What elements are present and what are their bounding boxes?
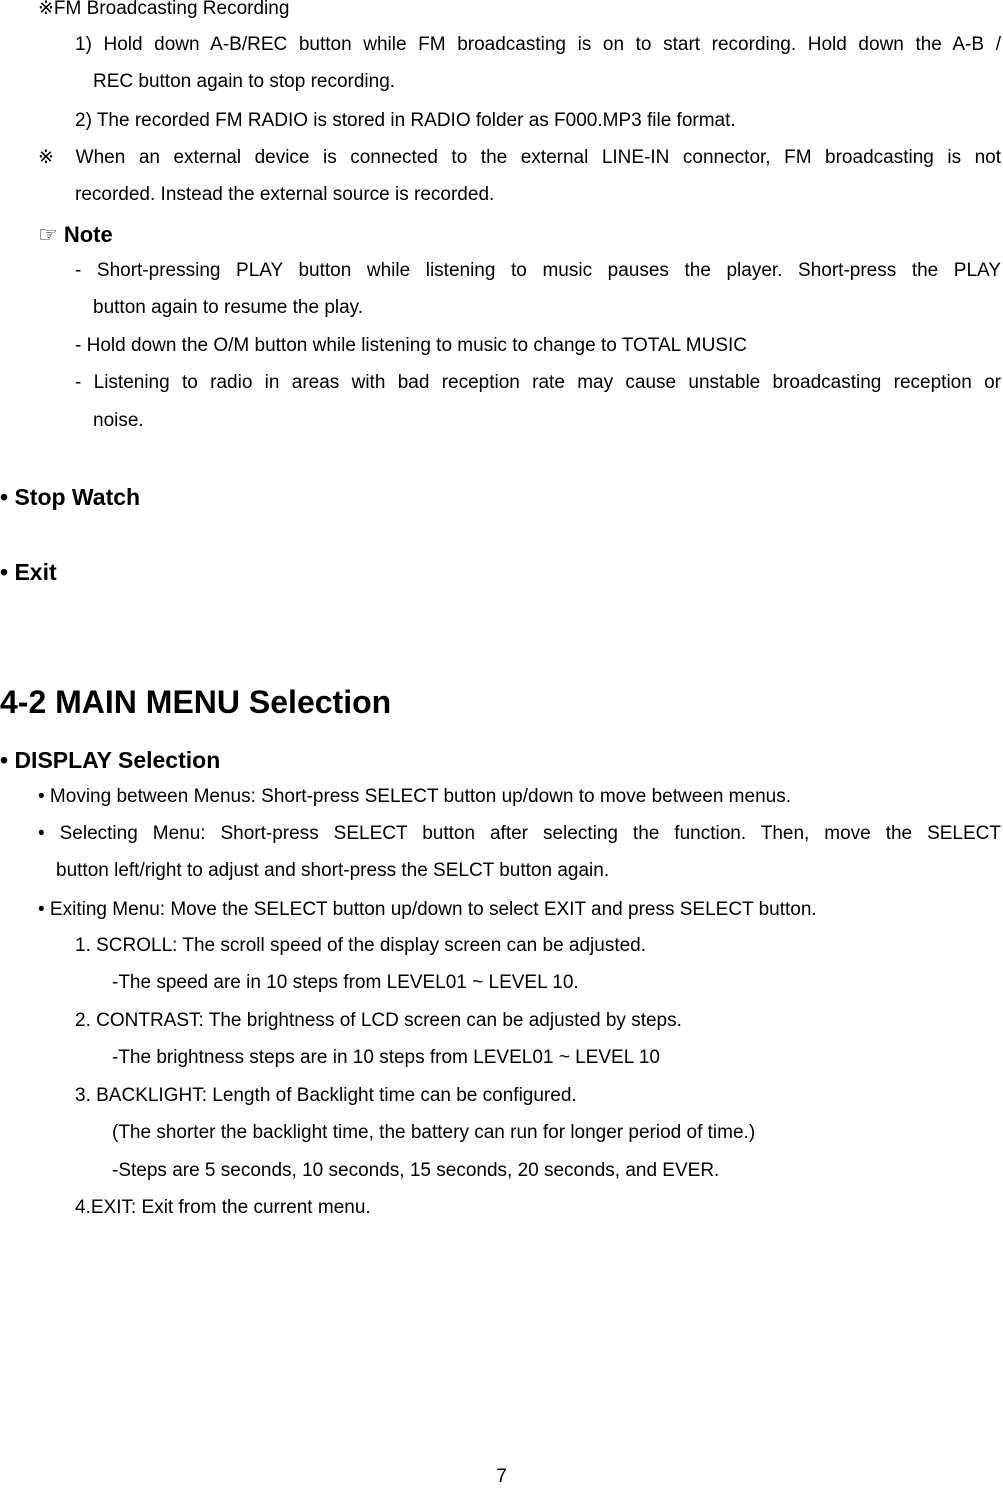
backlight-detail-1: (The shorter the backlight time, the battery can run for longer period of time.) bbox=[112, 1122, 756, 1143]
main-menu-title: 4-2 MAIN MENU Selection bbox=[0, 684, 392, 720]
note-item2: - Hold down the O/M button while listening to music to change to TOTAL MUSIC bbox=[75, 335, 747, 356]
fm-step1-line1: 1) Hold down A-B/REC button while FM broadcasting is on to start recording. Hold down the A-B / bbox=[75, 34, 1001, 55]
selecting-menu-line2: button left/right to adjust and short-press the SELCT button again. bbox=[56, 860, 610, 881]
fm-step2: 2) The recorded FM RADIO is stored in RADIO folder as F000.MP3 file format. bbox=[75, 110, 736, 131]
fm-step1-line2: REC button again to stop recording. bbox=[93, 71, 396, 92]
contrast-item: 2. CONTRAST: The brightness of LCD screen can be adjusted by steps. bbox=[75, 1010, 682, 1031]
fm-remark-line2: recorded. Instead the external source is recorded. bbox=[75, 184, 495, 205]
note-item1-line1: - Short-pressing PLAY button while listening to music pauses the player. Short-press the PLAY bbox=[75, 260, 1001, 281]
note-item3-line2: noise. bbox=[93, 410, 144, 431]
stop-watch-heading: • Stop Watch bbox=[0, 484, 141, 510]
backlight-item: 3. BACKLIGHT: Length of Backlight time can be configured. bbox=[75, 1085, 577, 1106]
display-selection-heading: • DISPLAY Selection bbox=[0, 747, 221, 773]
moving-between-menus: • Moving between Menus: Short-press SELECT button up/down to move between menus. bbox=[38, 786, 791, 807]
exit-item: 4.EXIT: Exit from the current menu. bbox=[75, 1197, 371, 1218]
note-item1-line2: button again to resume the play. bbox=[93, 297, 364, 318]
selecting-menu-line1: • Selecting Menu: Short-press SELECT button after selecting the function. Then, move the SELECT bbox=[38, 823, 1001, 844]
scroll-item: 1. SCROLL: The scroll speed of the display screen can be adjusted. bbox=[75, 935, 647, 956]
contrast-detail: -The brightness steps are in 10 steps from LEVEL01 ~ LEVEL 10 bbox=[112, 1047, 660, 1068]
page-number: 7 bbox=[496, 1466, 507, 1487]
backlight-detail-2: -Steps are 5 seconds, 10 seconds, 15 seconds, 20 seconds, and EVER. bbox=[112, 1160, 720, 1181]
fm-remark-line1: ※ When an external device is connected to the external LINE-IN connector, FM broadcasting is not bbox=[38, 147, 1001, 168]
scroll-detail: -The speed are in 10 steps from LEVEL01 ~ LEVEL 10. bbox=[112, 972, 579, 993]
note-heading: ☞ Note bbox=[38, 222, 113, 247]
exit-heading: • Exit bbox=[0, 559, 57, 585]
note-item3-line1: - Listening to radio in areas with bad reception rate may cause unstable broadcasting reception or bbox=[75, 372, 1001, 393]
fm-recording-heading: ※FM Broadcasting Recording bbox=[38, 0, 290, 19]
exiting-menu: • Exiting Menu: Move the SELECT button up/down to select EXIT and press SELECT button. bbox=[38, 899, 817, 920]
